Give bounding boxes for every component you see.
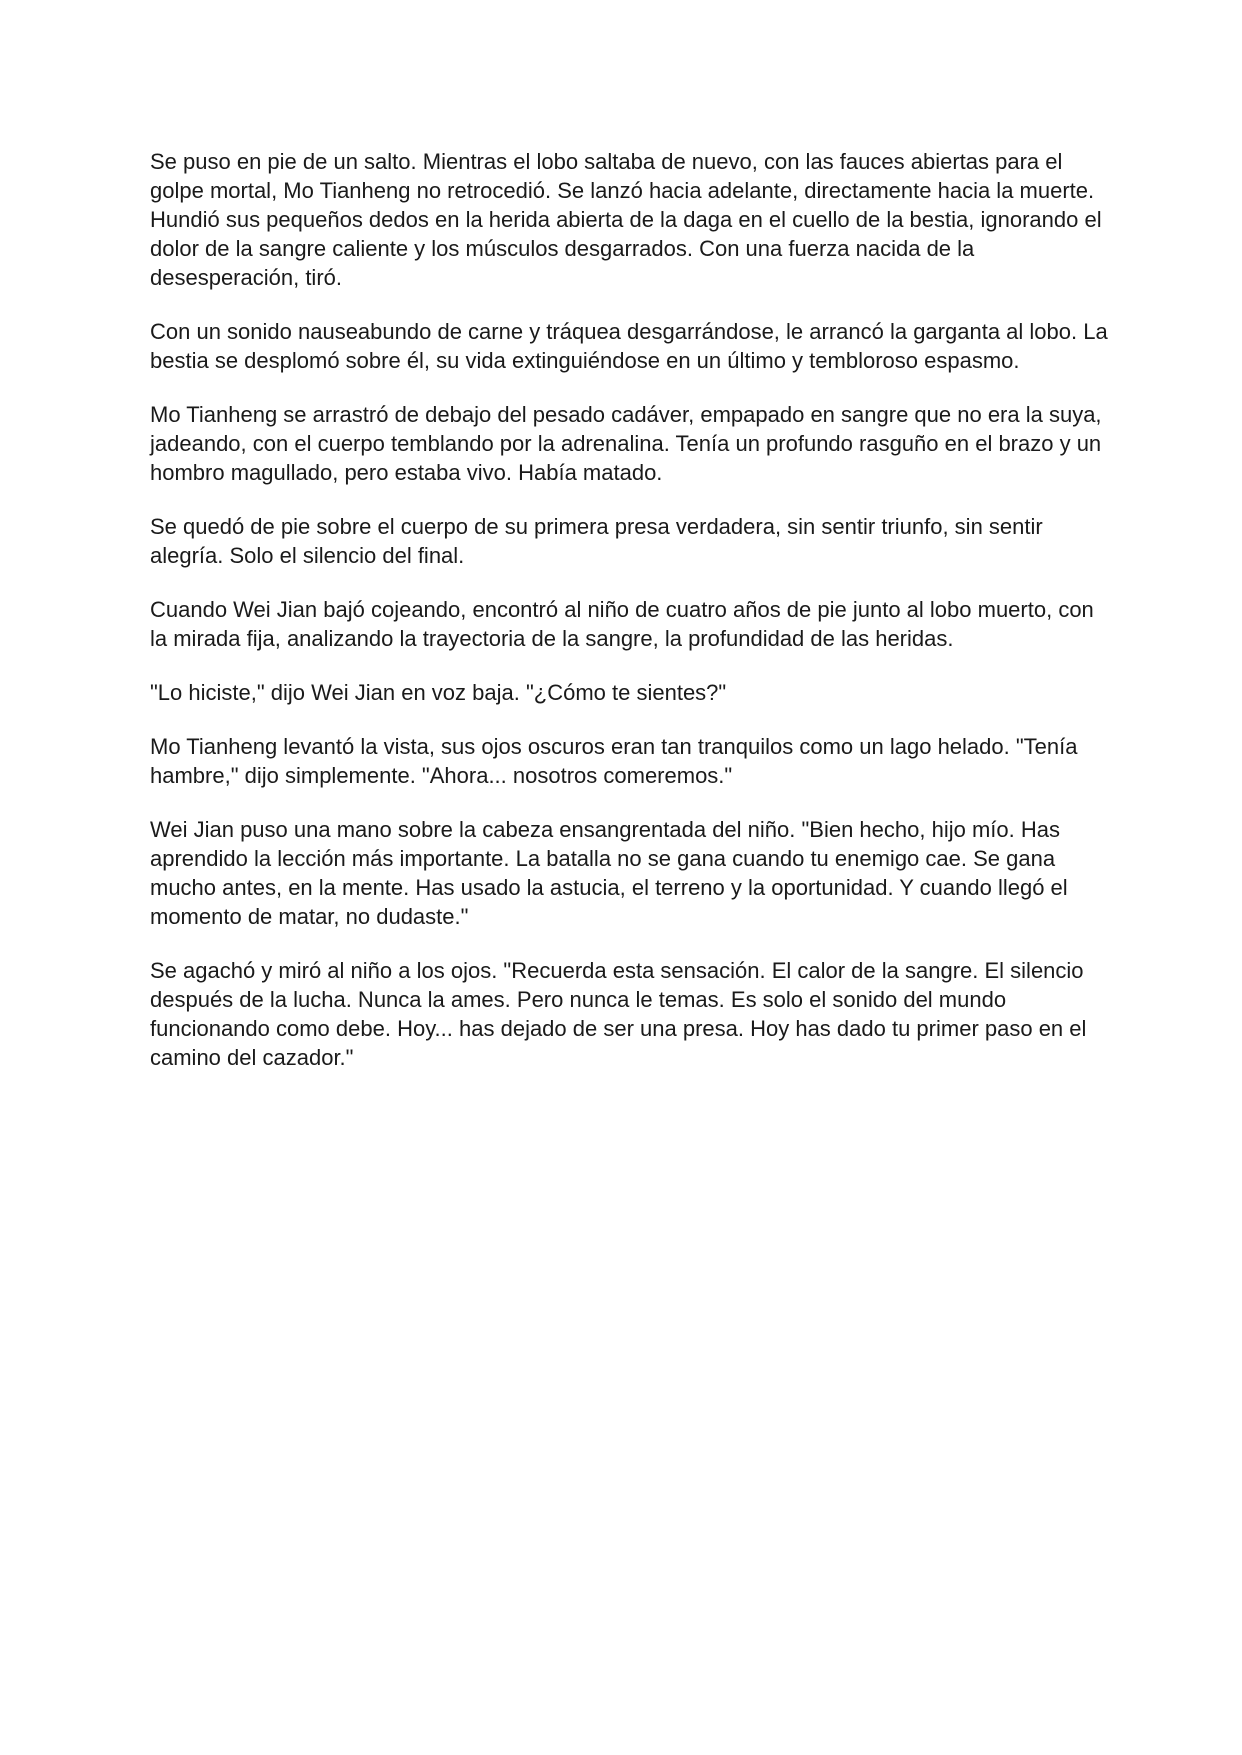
document-body	[150, 147, 1110, 1097]
paragraph-6: "Lo hiciste," dijo Wei Jian en voz baja. "¿Cómo te sientes?"	[150, 680, 727, 705]
paragraph-4: Se quedó de pie sobre el cuerpo de su primera presa verdadera, sin sentir triunfo, sin sentir alegría. Solo el silencio del final.	[150, 514, 1043, 568]
paragraph-8: Wei Jian puso una mano sobre la cabeza ensangrentada del niño. "Bien hecho, hijo mío. Has aprendido la lección más importante. La batalla no se gana cuando tu enemigo cae. Se gana mucho antes, en la mente. Has usado la astucia, el terreno y la oportunidad. Y cuando llegó el momento de matar, no dudaste."	[150, 817, 1068, 929]
paragraph-9: Se agachó y miró al niño a los ojos. "Recuerda esta sensación. El calor de la sangre. El silencio después de la lucha. Nunca la ames. Pero nunca le temas. Es solo el sonido del mundo funcionando como debe. Hoy... has dejado de ser una presa. Hoy has dado tu primer paso en el camino del cazador."	[150, 958, 1087, 1070]
paragraph-2: Con un sonido nauseabundo de carne y tráquea desgarrándose, le arrancó la garganta al lobo. La bestia se desplomó sobre él, su vida extinguiéndose en un último y tembloroso espasmo.	[150, 319, 1108, 373]
paragraph-7: Mo Tianheng levantó la vista, sus ojos oscuros eran tan tranquilos como un lago helado. "Tenía hambre," dijo simplemente. "Ahora... nosotros comeremos."	[150, 734, 1078, 788]
paragraph-5: Cuando Wei Jian bajó cojeando, encontró al niño de cuatro años de pie junto al lobo muerto, con la mirada fija, analizando la trayectoria de la sangre, la profundidad de las heridas.	[150, 597, 1094, 651]
paragraph-3: Mo Tianheng se arrastró de debajo del pesado cadáver, empapado en sangre que no era la suya, jadeando, con el cuerpo temblando por la adrenalina. Tenía un profundo rasguño en el brazo y un hombro magullado, pero estaba vivo. Había matado.	[150, 402, 1102, 485]
paragraph-1: Se puso en pie de un salto. Mientras el lobo saltaba de nuevo, con las fauces abiertas para el golpe mortal, Mo Tianheng no retrocedió. Se lanzó hacia adelante, directamente hacia la muerte. Hundió sus pequeños dedos en la herida abierta de la daga en el cuello de la bestia, ignorando el dolor de la sangre caliente y los músculos desgarrados. Con una fuerza nacida de la desesperación, tiró.	[150, 149, 1102, 290]
